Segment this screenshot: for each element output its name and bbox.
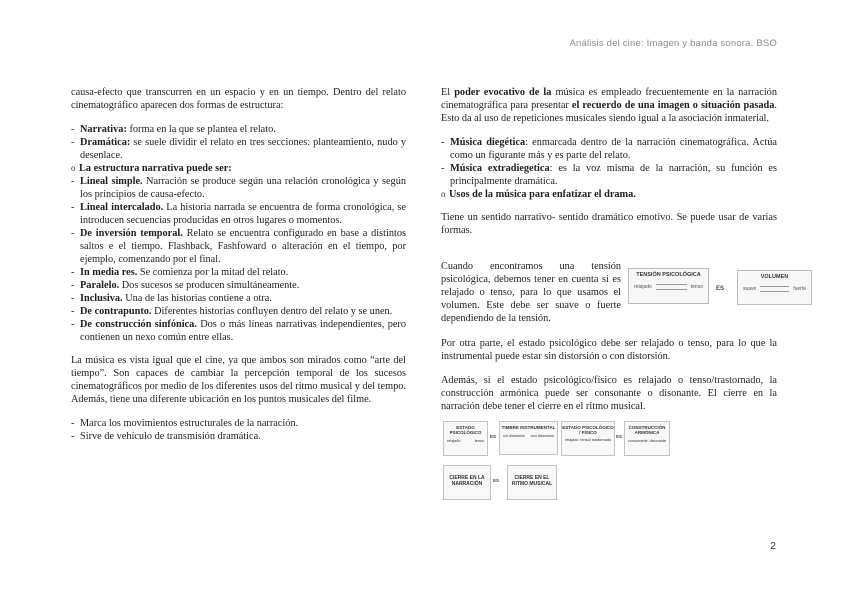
- item-text: forma en la que se plantea el relato.: [126, 124, 276, 135]
- box-title: CONSTRUCCIÓN ARMÓNICA: [628, 425, 666, 435]
- scale-high-label: tenso: [690, 284, 703, 290]
- list-item: [71, 305, 406, 318]
- equals-label: ES: [616, 434, 623, 439]
- page-number: 2: [770, 540, 776, 552]
- box-scale: [562, 435, 614, 442]
- list-item: [71, 266, 406, 279]
- box-scale: [500, 430, 557, 438]
- tension-diagram-box: [628, 268, 709, 304]
- item-term: Inclusiva.: [80, 293, 123, 304]
- volume-diagram-box: [737, 270, 812, 305]
- scale-high-label: fuerte: [793, 286, 806, 292]
- item-term: Narrativa:: [80, 124, 127, 135]
- bold-span: el recuerdo de una imagen o situación pasada: [571, 100, 775, 111]
- item-text: Narración se produce según una relación cronológica y según los principios de causa-efecto.: [80, 176, 406, 200]
- item-term: De construcción sinfónica.: [80, 319, 197, 330]
- scale-low-label: relajado: [634, 284, 652, 290]
- equals-label: ES: [493, 478, 500, 483]
- scale-high-label: tenso: [474, 439, 484, 443]
- evocative-paragraph: [441, 86, 777, 125]
- structure-heading-text: La estructura narrativa puede ser:: [79, 163, 232, 174]
- volume-scale: [738, 280, 811, 292]
- scale-low-label: relajado: [565, 438, 579, 442]
- instrumental-paragraph: Por otra parte, el estado psicológico debe ser relajado o tenso, para lo que la instrumental puede estar sin distorsión o con distorsión.: [441, 338, 777, 362]
- intro-paragraph: causa-efecto que transcurren en un espacio y en un tiempo. Dentro del relato cinematográfico aparecen dos formas de estructura:: [71, 87, 406, 111]
- item-term: Paralelo.: [80, 280, 120, 291]
- left-column: [71, 86, 406, 453]
- item-term: Dramática:: [80, 137, 131, 148]
- tension-title: TENSIÓN PSICOLÓGICA: [636, 272, 701, 278]
- psych-state-box: [443, 421, 488, 456]
- scale-high-label: tenso/ trastornado: [580, 438, 611, 442]
- harmony-paragraph: Además, si el estado psicológico/físico es relajado o tenso/trastornado, la construcción armónica puede ser consonante o disonante. El cierre en la narración debe tener el cierre en el ritmo musical.: [441, 375, 777, 412]
- psych-physical-box: [561, 421, 615, 456]
- equals-label: ES: [490, 434, 497, 439]
- item-term: De inversión temporal.: [80, 228, 183, 239]
- music-list: [71, 417, 406, 443]
- text-span: música es empleado frecuentemente en la narración cinematográfica para presentar: [441, 87, 777, 111]
- scale-high-label: con distorsión: [530, 434, 554, 438]
- item-text: Dos sucesos se producen simultáneamente.: [119, 280, 300, 291]
- list-item: [71, 201, 406, 227]
- item-text: Diferentes historias confluyen dentro del relato y se unen.: [151, 306, 393, 317]
- running-header: Análisis del cine: Imagen y banda sonora. BSO: [569, 38, 777, 49]
- box-title: ESTADO PSICOLÓGICO: [449, 425, 482, 435]
- list-item: - Marca los movimientos estructurales de la narración.: [71, 417, 406, 430]
- list-item: [71, 318, 406, 344]
- text-span: . Esto da al uso de repeticiones musicales siendo igual a la asociación inmaterial.: [441, 100, 777, 124]
- double-arrow-icon: [656, 284, 687, 290]
- item-term: Lineal simple.: [80, 176, 143, 187]
- list-item: [71, 136, 406, 162]
- item-term: Música extradiegetica: [450, 163, 550, 174]
- item-text: Una de las historias contiene a otra.: [122, 293, 272, 304]
- volume-title: VOLUMEN: [760, 274, 789, 280]
- item-term: De contrapunto.: [80, 306, 152, 317]
- item-text: Se comienza por la mitad del relato.: [137, 267, 289, 278]
- box-title: CIERRE EN EL RITMO MUSICAL: [511, 475, 553, 487]
- text-span: El: [441, 87, 455, 98]
- box-scale: [444, 435, 487, 443]
- item-text: : es la voz misma de la narración, su función es principalmente dramática.: [450, 163, 777, 187]
- right-lower-text: [441, 337, 777, 424]
- box-title: ESTADO PSICOLÓGICO / FÍSICO: [562, 425, 614, 435]
- scale-low-label: sin distorsión: [503, 434, 526, 438]
- timbre-box: [499, 421, 558, 455]
- item-text: se suele dividir el relato en tres secciones: planteamiento, nudo y desenlace.: [80, 137, 406, 161]
- item-text: Dos o más líneas narrativas independientes, pero contienen un nexo común entre ellas.: [80, 319, 407, 343]
- scale-low-label: suave: [743, 286, 757, 292]
- music-types-list: [441, 136, 777, 201]
- list-item: [441, 136, 777, 162]
- list-item: [71, 123, 406, 136]
- box-title: TIMBRE INSTRUMENTAL: [501, 425, 556, 430]
- list-item: [71, 227, 406, 266]
- harmony-box: [624, 421, 670, 456]
- right-column: [441, 86, 777, 248]
- narrative-close-box: [443, 465, 491, 500]
- scale-high-label: disonante: [649, 439, 666, 443]
- tension-scale: [629, 278, 708, 290]
- uses-heading-text: Usos de la música para enfatizar el drama.: [449, 189, 636, 200]
- item-text: : enmarcada dentro de la narración cinematográfica. Actúa como un figurante más y es parte del relato.: [450, 137, 777, 161]
- box-title: CIERRE EN LA NARRACIÓN: [449, 475, 485, 487]
- uses-heading: [441, 188, 777, 201]
- scale-low-label: consonante: [628, 439, 648, 443]
- list-item: [441, 162, 777, 188]
- scale-low-label: relajado: [447, 439, 461, 443]
- item-term: Lineal intercalado.: [80, 202, 164, 213]
- item-term: Música diegética: [450, 137, 526, 148]
- item-term: In media res.: [80, 267, 138, 278]
- structure-heading: [71, 162, 406, 175]
- box-scale: [625, 435, 669, 443]
- double-arrow-icon: [760, 286, 789, 292]
- forms-list: [71, 123, 406, 344]
- item-text: La historia narrada se encuentra de forma cronológica, se introducen secuencias producidas en otros lugares o momentos.: [80, 202, 406, 226]
- item-text: Relato se encuentra configurado en base a distintos saltos e el tiempo. Flashback, Fashfoward o alteración en el tiempo, por ejemplo, comenzando por el final.: [80, 228, 406, 265]
- tension-paragraph: Cuando encontramos una tensión psicológica, debemos tener en cuenta si es relajado o tenso, para lo que usamos el volumen. Este debe ser suave o fuerte dependiendo de la tensión.: [441, 261, 621, 324]
- music-paragraph: La música es vista igual que el cine, ya que ambos son mirados como “arte del tiempo”. Son capaces de cambiar la percepción temporal de los sucesos cinematográficos por medio de los diferentes usos del ritmo musical y del tempo. Además, tiene una diferente ubicación en los puntos musicales del filme.: [71, 355, 406, 405]
- list-item: [71, 279, 406, 292]
- list-item: [71, 292, 406, 305]
- sense-paragraph: Tiene un sentido narrativo- sentido dramático emotivo. Se puede usar de varias formas.: [441, 212, 777, 236]
- rhythm-close-box: [507, 465, 557, 500]
- list-item: [71, 175, 406, 201]
- list-item: - Sirve de vehículo de transmisión dramática.: [71, 430, 406, 443]
- bold-span: poder evocativo de la: [454, 87, 552, 98]
- equals-label: ES: [716, 286, 725, 292]
